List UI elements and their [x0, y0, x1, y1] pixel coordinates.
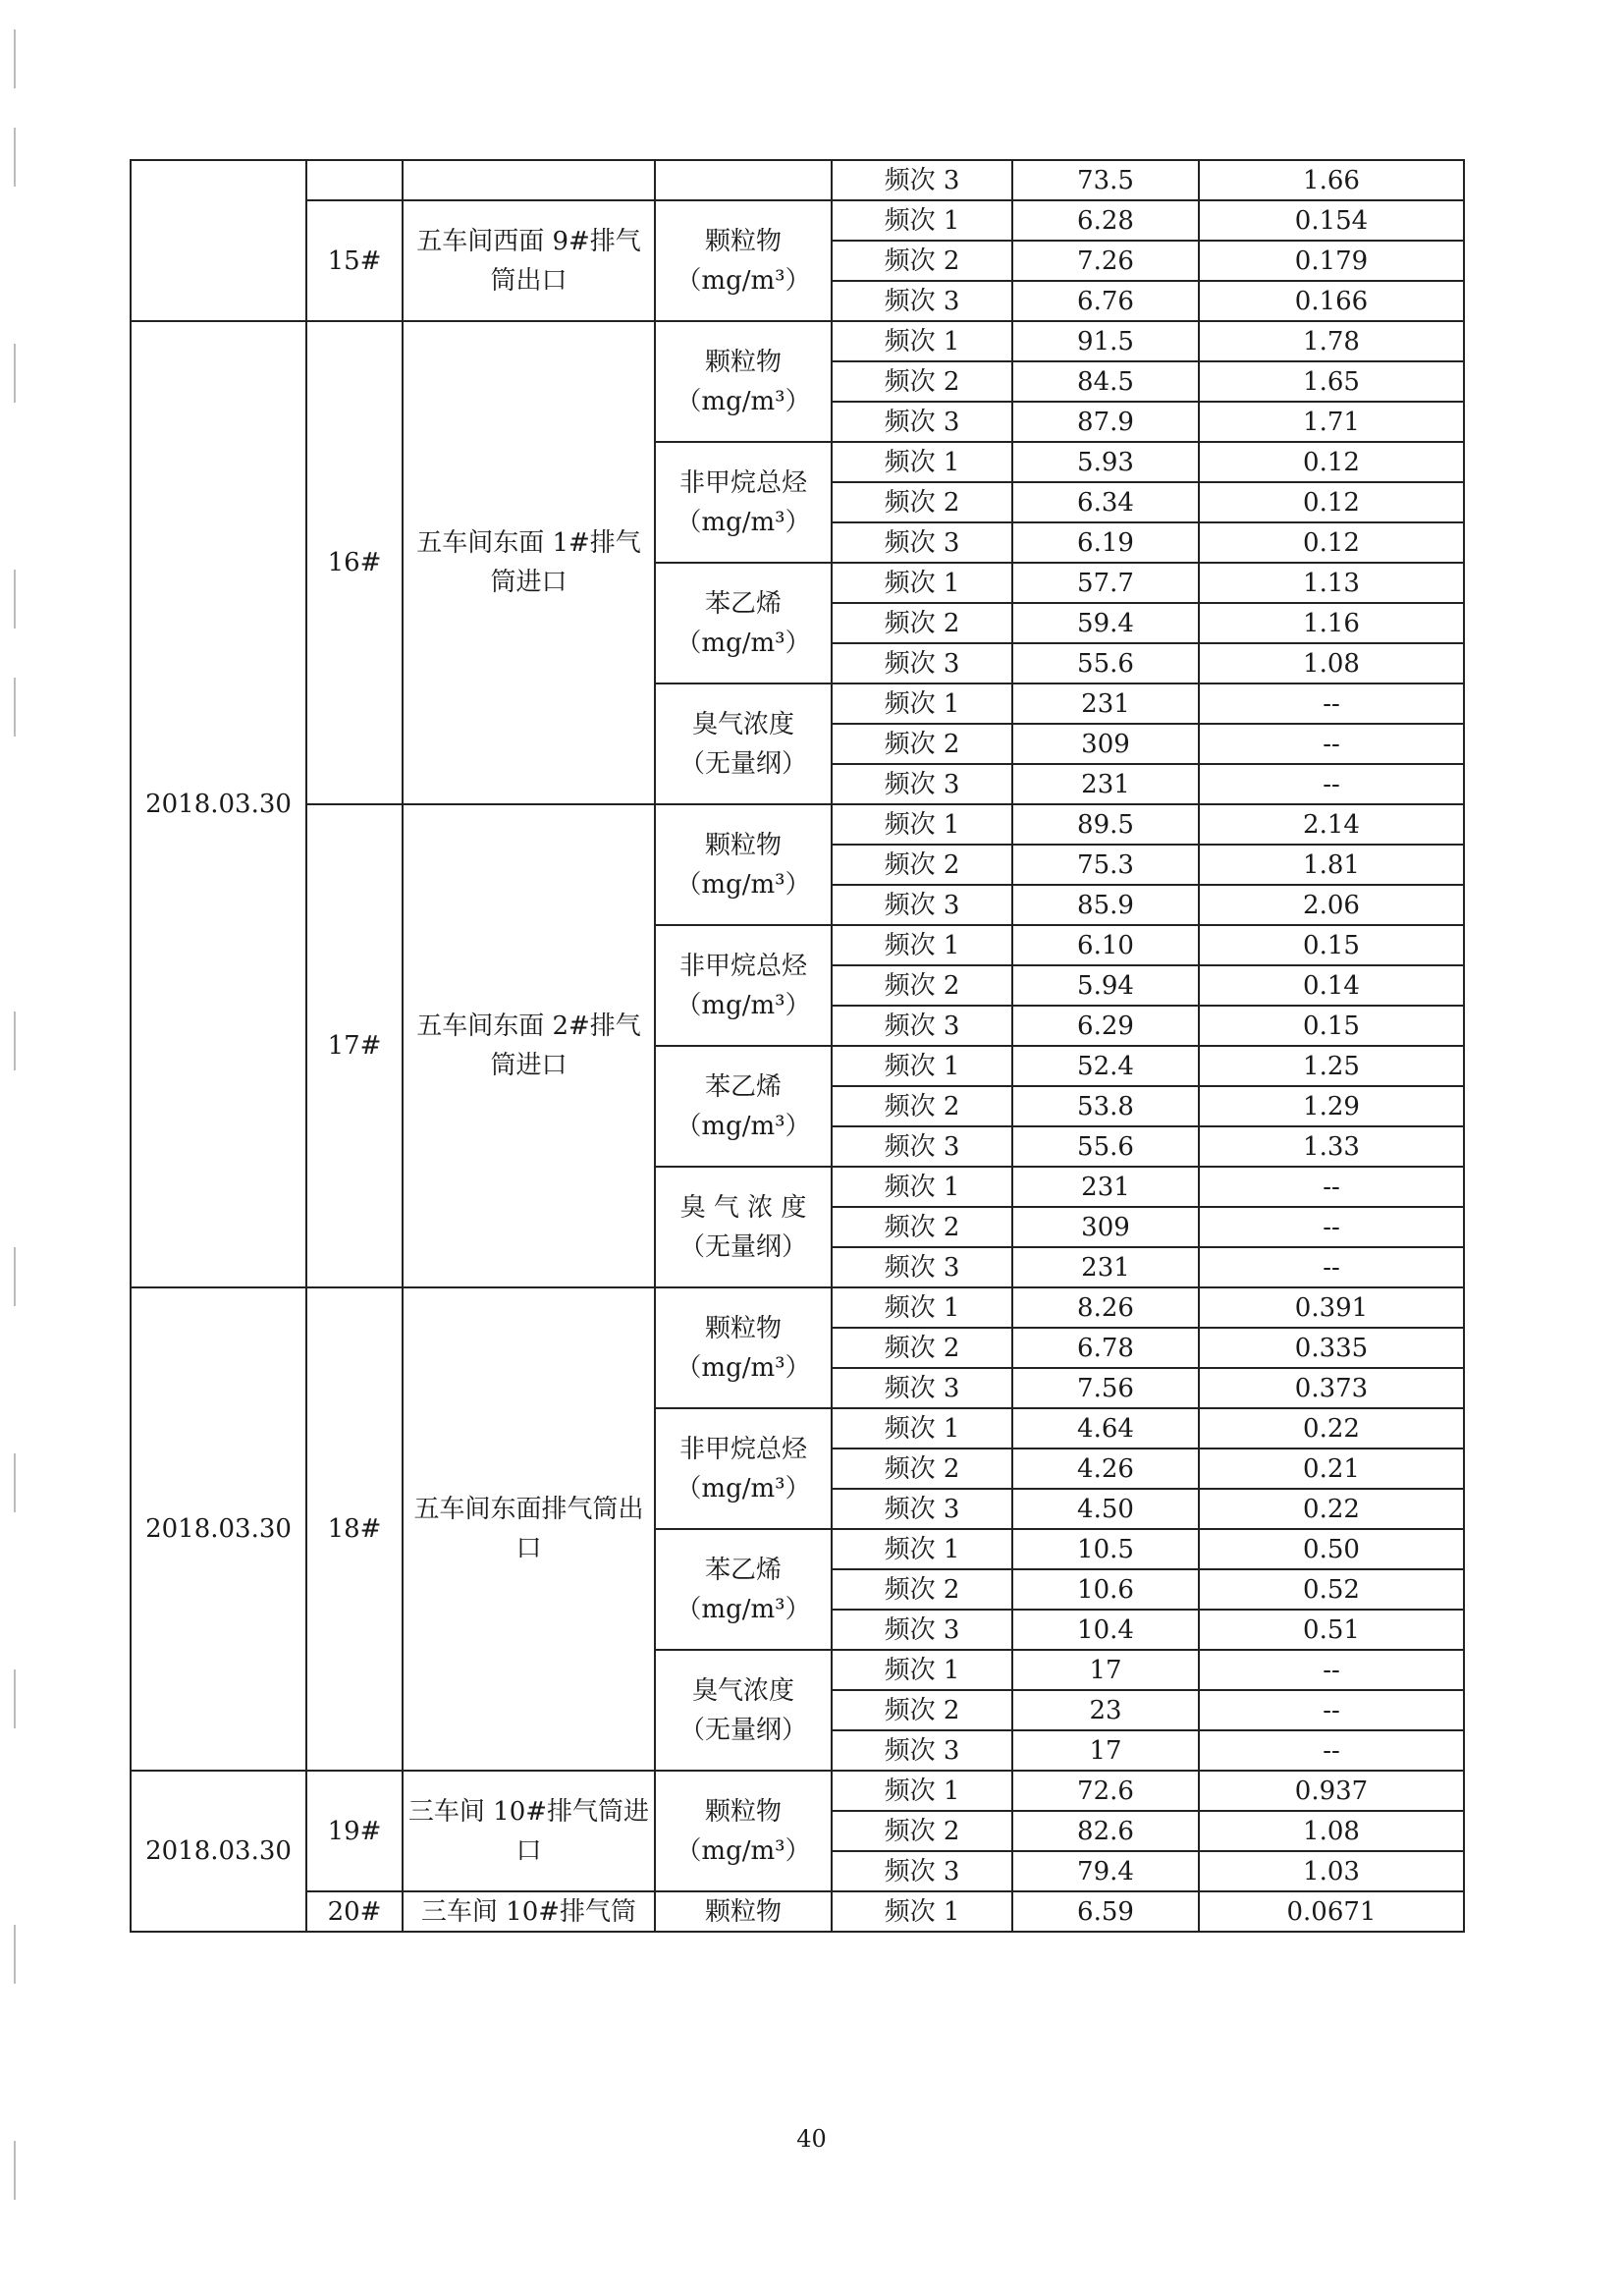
emission-rate-cell: -- — [1199, 724, 1464, 764]
emission-rate-cell: 1.66 — [1199, 160, 1464, 200]
location-cell: 三车间 10#排气筒 — [403, 1891, 655, 1932]
frequency-cell: 频次 1 — [832, 442, 1012, 482]
pollutant-name: 颗粒物 — [704, 1796, 782, 1827]
concentration-cell: 309 — [1012, 724, 1199, 764]
emission-rate-cell: 0.15 — [1199, 1006, 1464, 1046]
frequency-cell: 频次 1 — [832, 683, 1012, 724]
concentration-cell: 231 — [1012, 764, 1199, 804]
concentration-cell: 72.6 — [1012, 1771, 1199, 1811]
emission-rate-cell: 0.373 — [1199, 1368, 1464, 1408]
monitoring-results-table — [130, 159, 1465, 1933]
concentration-cell: 6.78 — [1012, 1328, 1199, 1368]
frequency-cell: 频次 3 — [832, 885, 1012, 925]
frequency-cell: 频次 3 — [832, 1851, 1012, 1891]
location-cell: 三车间 10#排气筒进口 — [403, 1771, 655, 1891]
pollutant-cell: 苯乙烯 （mg/m³） — [655, 1046, 832, 1167]
frequency-cell: 频次 3 — [832, 1247, 1012, 1287]
emission-rate-cell: 0.14 — [1199, 965, 1464, 1006]
emission-rate-cell: 1.13 — [1199, 563, 1464, 603]
pollutant-cell — [655, 1167, 832, 1287]
emission-rate-cell: 1.78 — [1199, 321, 1464, 361]
emission-rate-cell: 0.21 — [1199, 1449, 1464, 1489]
pollutant-name: 苯乙烯 — [704, 1071, 782, 1102]
concentration-cell: 4.26 — [1012, 1449, 1199, 1489]
unit: mg/m³ — [701, 265, 785, 296]
unit: （无量纲） — [678, 1715, 807, 1745]
frequency-cell: 频次 1 — [832, 1287, 1012, 1328]
frequency-cell: 频次 3 — [832, 522, 1012, 563]
frequency-cell: 频次 3 — [832, 1489, 1012, 1529]
emission-rate-cell: -- — [1199, 1167, 1464, 1207]
scan-margin-marks — [14, 0, 18, 2296]
concentration-cell: 6.76 — [1012, 281, 1199, 321]
frequency-cell: 频次 2 — [832, 724, 1012, 764]
frequency-cell: 频次 2 — [832, 603, 1012, 643]
concentration-cell: 10.4 — [1012, 1610, 1199, 1650]
frequency-cell: 频次 1 — [832, 1529, 1012, 1569]
pollutant-name: 颗粒物 — [704, 1313, 782, 1343]
frequency-cell: 频次 2 — [832, 845, 1012, 885]
unit: mg/m³ — [701, 1352, 785, 1383]
emission-rate-cell: 2.14 — [1199, 804, 1464, 845]
unit: mg/m³ — [701, 1473, 785, 1503]
unit: mg/m³ — [701, 869, 785, 900]
unit: （无量纲） — [678, 1231, 807, 1262]
location-cell: 五车间西面 9#排气筒出口 — [403, 200, 655, 321]
concentration-cell: 87.9 — [1012, 402, 1199, 442]
pollutant-cell: 颗粒物 — [655, 1891, 832, 1932]
concentration-cell: 309 — [1012, 1207, 1199, 1247]
pollutant-cell: 颗粒物 （mg/m³） — [655, 200, 832, 321]
frequency-cell: 频次 3 — [832, 402, 1012, 442]
pollutant-name: 非甲烷总烃 — [678, 1434, 807, 1464]
frequency-cell: 频次 3 — [832, 1610, 1012, 1650]
emission-rate-cell: 1.03 — [1199, 1851, 1464, 1891]
emission-rate-cell: 1.71 — [1199, 402, 1464, 442]
date-cell: 2018.03.30 — [131, 321, 306, 1287]
unit: mg/m³ — [701, 1594, 785, 1624]
frequency-cell: 频次 2 — [832, 1086, 1012, 1126]
unit: mg/m³ — [701, 628, 785, 658]
frequency-cell: 频次 2 — [832, 1207, 1012, 1247]
concentration-cell: 85.9 — [1012, 885, 1199, 925]
emission-rate-cell: 0.391 — [1199, 1287, 1464, 1328]
frequency-cell: 频次 1 — [832, 1650, 1012, 1690]
frequency-cell: 频次 2 — [832, 965, 1012, 1006]
emission-rate-cell: -- — [1199, 1690, 1464, 1730]
unit: （无量纲） — [678, 748, 807, 779]
concentration-cell: 89.5 — [1012, 804, 1199, 845]
emission-rate-cell: 0.12 — [1199, 522, 1464, 563]
table-row — [131, 160, 1464, 200]
concentration-cell: 6.19 — [1012, 522, 1199, 563]
concentration-cell: 84.5 — [1012, 361, 1199, 402]
table-row — [131, 200, 1464, 241]
pollutant-name: 臭气浓度 — [691, 709, 794, 739]
frequency-cell: 频次 2 — [832, 241, 1012, 281]
pollutant-cell: 颗粒物 （mg/m³） — [655, 1287, 832, 1408]
table-row — [131, 804, 1464, 845]
point-id-cell: 18# — [306, 1287, 403, 1771]
concentration-cell: 55.6 — [1012, 643, 1199, 683]
concentration-cell: 10.5 — [1012, 1529, 1199, 1569]
emission-rate-cell: -- — [1199, 1650, 1464, 1690]
emission-rate-cell: 1.16 — [1199, 603, 1464, 643]
table-row — [131, 1771, 1464, 1811]
unit: mg/m³ — [701, 990, 785, 1020]
emission-rate-cell: -- — [1199, 764, 1464, 804]
frequency-cell: 频次 1 — [832, 1408, 1012, 1449]
concentration-cell: 82.6 — [1012, 1811, 1199, 1851]
pollutant-name: 颗粒物 — [704, 830, 782, 860]
emission-rate-cell: 0.166 — [1199, 281, 1464, 321]
frequency-cell: 频次 3 — [832, 764, 1012, 804]
frequency-cell: 频次 1 — [832, 804, 1012, 845]
concentration-cell: 73.5 — [1012, 160, 1199, 200]
pollutant-name: 苯乙烯 — [704, 588, 782, 619]
pollutant-cell: 非甲烷总烃 （mg/m³） — [655, 925, 832, 1046]
frequency-cell: 频次 3 — [832, 1006, 1012, 1046]
concentration-cell: 17 — [1012, 1730, 1199, 1771]
point-id-cell: 15# — [306, 200, 403, 321]
emission-rate-cell: 0.154 — [1199, 200, 1464, 241]
point-id-cell — [306, 160, 403, 200]
concentration-cell: 231 — [1012, 683, 1199, 724]
date-cell: 2018.03.30 — [131, 1771, 306, 1932]
pollutant-name: 苯乙烯 — [704, 1555, 782, 1585]
emission-rate-cell: 1.08 — [1199, 643, 1464, 683]
emission-rate-cell: 0.12 — [1199, 482, 1464, 522]
location-cell: 五车间东面 2#排气筒进口 — [403, 804, 655, 1287]
concentration-cell: 6.10 — [1012, 925, 1199, 965]
location-cell: 五车间东面排气筒出口 — [403, 1287, 655, 1771]
emission-rate-cell: 0.50 — [1199, 1529, 1464, 1569]
frequency-cell: 频次 3 — [832, 1368, 1012, 1408]
frequency-cell: 频次 1 — [832, 1167, 1012, 1207]
pollutant-cell: 苯乙烯 （mg/m³） — [655, 563, 832, 683]
emission-rate-cell: 2.06 — [1199, 885, 1464, 925]
concentration-cell: 23 — [1012, 1690, 1199, 1730]
concentration-cell: 17 — [1012, 1650, 1199, 1690]
date-cell — [131, 160, 306, 321]
concentration-cell: 6.34 — [1012, 482, 1199, 522]
pollutant-name: 臭 气 浓 度 — [679, 1192, 807, 1223]
pollutant-cell — [655, 683, 832, 804]
emission-rate-cell: 0.179 — [1199, 241, 1464, 281]
frequency-cell: 频次 3 — [832, 281, 1012, 321]
concentration-cell: 10.6 — [1012, 1569, 1199, 1610]
concentration-cell: 52.4 — [1012, 1046, 1199, 1086]
emission-rate-cell: 0.12 — [1199, 442, 1464, 482]
location-cell: 五车间东面 1#排气筒进口 — [403, 321, 655, 804]
unit: mg/m³ — [701, 1111, 785, 1141]
frequency-cell: 频次 1 — [832, 321, 1012, 361]
unit: mg/m³ — [701, 1835, 785, 1866]
frequency-cell: 频次 1 — [832, 1771, 1012, 1811]
location-cell — [403, 160, 655, 200]
concentration-cell: 6.29 — [1012, 1006, 1199, 1046]
concentration-cell: 79.4 — [1012, 1851, 1199, 1891]
emission-rate-cell: 0.0671 — [1199, 1891, 1464, 1932]
frequency-cell: 频次 2 — [832, 482, 1012, 522]
concentration-cell: 6.28 — [1012, 200, 1199, 241]
pollutant-cell: 非甲烷总烃 （mg/m³） — [655, 1408, 832, 1529]
unit: mg/m³ — [701, 386, 785, 416]
pollutant-cell — [655, 1650, 832, 1771]
pollutant-cell: 苯乙烯 （mg/m³） — [655, 1529, 832, 1650]
emission-rate-cell: 1.33 — [1199, 1126, 1464, 1167]
frequency-cell: 频次 3 — [832, 160, 1012, 200]
emission-rate-cell: 1.25 — [1199, 1046, 1464, 1086]
pollutant-name: 非甲烷总烃 — [678, 951, 807, 981]
pollutant-cell — [655, 160, 832, 200]
frequency-cell: 频次 2 — [832, 1328, 1012, 1368]
concentration-cell: 57.7 — [1012, 563, 1199, 603]
emission-rate-cell: 0.15 — [1199, 925, 1464, 965]
pollutant-name: 颗粒物 — [704, 347, 782, 377]
emission-rate-cell: -- — [1199, 1207, 1464, 1247]
emission-rate-cell: -- — [1199, 1247, 1464, 1287]
frequency-cell: 频次 2 — [832, 1449, 1012, 1489]
emission-rate-cell: 1.08 — [1199, 1811, 1464, 1851]
pollutant-cell: 非甲烷总烃 （mg/m³） — [655, 442, 832, 563]
emission-rate-cell: -- — [1199, 683, 1464, 724]
point-id-cell: 17# — [306, 804, 403, 1287]
pollutant-cell: 颗粒物 （mg/m³） — [655, 1771, 832, 1891]
frequency-cell: 频次 1 — [832, 563, 1012, 603]
frequency-cell: 频次 3 — [832, 643, 1012, 683]
frequency-cell: 频次 2 — [832, 1690, 1012, 1730]
frequency-cell: 频次 1 — [832, 200, 1012, 241]
frequency-cell: 频次 2 — [832, 1811, 1012, 1851]
concentration-cell: 59.4 — [1012, 603, 1199, 643]
concentration-cell: 91.5 — [1012, 321, 1199, 361]
frequency-cell: 频次 1 — [832, 1891, 1012, 1932]
emission-rate-cell: 0.22 — [1199, 1408, 1464, 1449]
table-row — [131, 1891, 1464, 1932]
point-id-cell: 20# — [306, 1891, 403, 1932]
table-row — [131, 321, 1464, 361]
concentration-cell: 7.56 — [1012, 1368, 1199, 1408]
concentration-cell: 8.26 — [1012, 1287, 1199, 1328]
pollutant-name: 颗粒物 — [704, 226, 782, 256]
pollutant-cell: 颗粒物 （mg/m³） — [655, 321, 832, 442]
emission-rate-cell: 1.29 — [1199, 1086, 1464, 1126]
point-id-cell: 16# — [306, 321, 403, 804]
emission-rate-cell: 1.81 — [1199, 845, 1464, 885]
concentration-cell: 4.50 — [1012, 1489, 1199, 1529]
table-row — [131, 1287, 1464, 1328]
pollutant-name: 非甲烷总烃 — [678, 467, 807, 498]
concentration-cell: 5.94 — [1012, 965, 1199, 1006]
point-id-cell: 19# — [306, 1771, 403, 1891]
concentration-cell: 55.6 — [1012, 1126, 1199, 1167]
emission-rate-cell: 0.937 — [1199, 1771, 1464, 1811]
emission-rate-cell: 0.52 — [1199, 1569, 1464, 1610]
frequency-cell: 频次 2 — [832, 361, 1012, 402]
emission-rate-cell: 0.51 — [1199, 1610, 1464, 1650]
date-cell: 2018.03.30 — [131, 1287, 306, 1771]
frequency-cell: 频次 1 — [832, 1046, 1012, 1086]
emission-rate-cell: 0.335 — [1199, 1328, 1464, 1368]
frequency-cell: 频次 3 — [832, 1126, 1012, 1167]
concentration-cell: 231 — [1012, 1247, 1199, 1287]
frequency-cell: 频次 1 — [832, 925, 1012, 965]
emission-rate-cell: 1.65 — [1199, 361, 1464, 402]
emission-rate-cell: -- — [1199, 1730, 1464, 1771]
frequency-cell: 频次 2 — [832, 1569, 1012, 1610]
concentration-cell: 7.26 — [1012, 241, 1199, 281]
concentration-cell: 75.3 — [1012, 845, 1199, 885]
concentration-cell: 6.59 — [1012, 1891, 1199, 1932]
page-number: 40 — [796, 2125, 827, 2153]
emission-rate-cell: 0.22 — [1199, 1489, 1464, 1529]
concentration-cell: 231 — [1012, 1167, 1199, 1207]
concentration-cell: 4.64 — [1012, 1408, 1199, 1449]
frequency-cell: 频次 3 — [832, 1730, 1012, 1771]
concentration-cell: 5.93 — [1012, 442, 1199, 482]
pollutant-cell: 颗粒物 （mg/m³） — [655, 804, 832, 925]
unit: mg/m³ — [701, 507, 785, 537]
concentration-cell: 53.8 — [1012, 1086, 1199, 1126]
pollutant-name: 臭气浓度 — [691, 1675, 794, 1706]
